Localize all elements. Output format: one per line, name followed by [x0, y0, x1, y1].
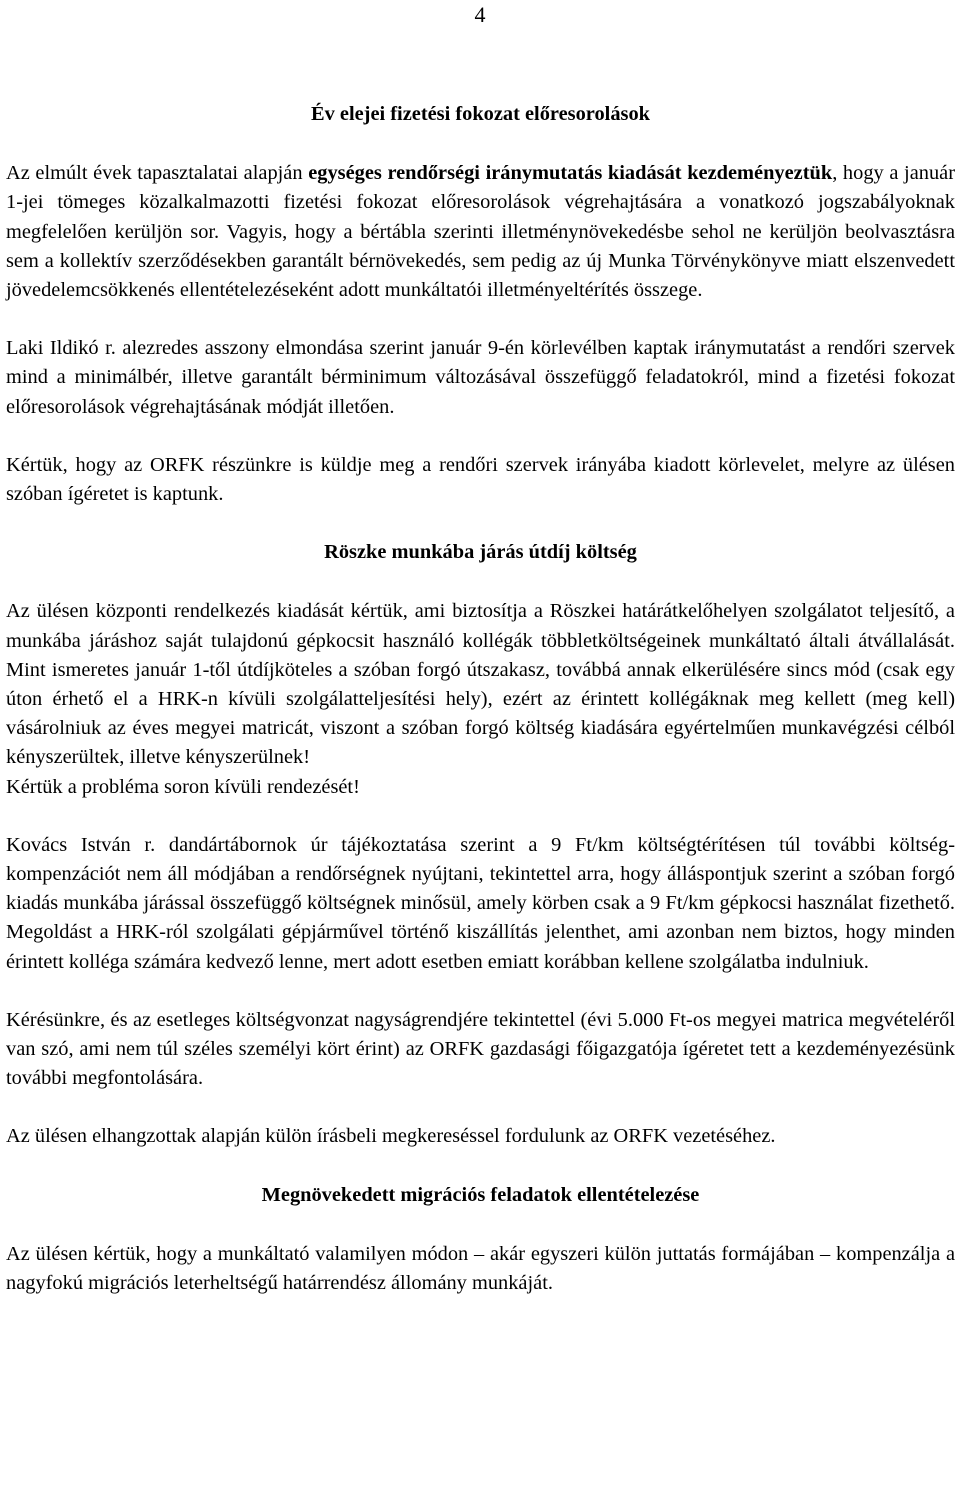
bold-emphasis: egységes rendőrségi iránymutatás kiadását kezdeményeztük: [308, 162, 833, 185]
paragraph-korlevel-keres: Kértük, hogy az ORFK részünkre is küldje meg a rendőri szervek irányába kiadott körlevelet, melyre az ülésen szóban ígéretet is kaptunk.: [6, 453, 955, 506]
section-heading-fizetesi-fokozat: Év elejei fizetési fokozat előresorolások: [311, 103, 650, 125]
page-number: 4: [474, 2, 486, 27]
paragraph-migracio-kompenzacio: Az ülésen kértük, hogy a munkáltató valamilyen módon – akár egyszeri külön juttatás formájában – kompenzálja a nagyfokú migrációs leterheltségű határrendész állomány munkáját.: [6, 1242, 955, 1295]
paragraph-laki-ildiko: Laki Ildikó r. alezredes asszony elmondása szerint január 9-én körlevélben kaptak iránymutatást a rendőri szervek mind a minimálbér, illetve garantált bérminimum változásával összefüggő feladatokról, mind a fizetési fokozat előresorolások végrehajtásának módját illetően.: [6, 337, 955, 418]
paragraph-orfk-megkereses: Az ülésen elhangzottak alapján külön írásbeli megkereséssel fordulunk az ORFK vezetéséhez.: [6, 1125, 776, 1148]
section-heading-roszke: Röszke munkába járás útdíj költség: [324, 541, 637, 564]
paragraph-kovacs-istvan: Kovács István r. dandártábornok úr tájékoztatása szerint a 9 Ft/km költségtérítésen túl további költség-kompenzációt nem áll módjában a rendőrségnek nyújtani, tekintettel arra, hogy álláspontjuk szerint a szóban forgó kiadás munkába járással összefüggő költségnek minősül, amely körben csak a 9 Ft/km gépkocsi használat fizethető. Megoldást a HRK-ról szolgálati gépjárművel történő kiszállítás jelenthet, ami azonban nem biztos, hogy minden érintett kolléga számára kedvező lenne, mert adott esetben emiatt korábban kellene szolgálatba indulniuk.: [6, 833, 955, 973]
paragraph-text: Az elmúlt évek tapasztalatai alapján: [6, 162, 309, 185]
paragraph-matrica: Kérésünkre, és az esetleges költségvonzat nagyságrendjére tekintettel (évi 5.000 Ft-os megyei matrica megvételéről van szó, ami nem túl széles személyi kört érint) az ORFK gazdasági főigazgatója ígéretet tett a kezdeményezésünk további megfontolására.: [6, 1008, 955, 1090]
paragraph-iranymutatas: [6, 159, 955, 305]
paragraph-rendezes-keres: Kértük a probléma soron kívüli rendezését!: [6, 775, 360, 798]
paragraph-text: , hogy a január 1-jei tömeges közalkalmazotti fizetési fokozat előresorolások végrehajtására a vonatkozó jogszabályoknak megfelelően kerüljön sor. Vagyis, hogy a bértábla szerinti illetménynövekedésbe sehol ne kerüljön beolvasztásra sem a kollektív szerződésekben garantált bérnövekedés, sem pedig az új Munka Törvénykönyve miatt elszenvedett jövedelemcsökkenés ellentételezéseként adott munkáltatói illetményeltérítés összege.: [6, 162, 955, 302]
paragraph-roszke-keres: Az ülésen központi rendelkezés kiadását kértük, ami biztosítja a Röszkei határátkelőhelyen szolgálatot teljesítő, a munkába járáshoz saját tulajdonú gépkocsit használó kollégák többletköltségeinek munkáltató általi átvállalását. Mint ismeretes január 1-től útdíjköteles a szóban forgó útszakasz, továbbá annak elkerülésére sincs mód (csak egy úton érhető el a HRK-n kívüli szolgálatteljesítési hely), ezért az érintett kollégáknak meg kellett (meg kell) vásárolniuk az éves megyei matricát, viszont a szóban forgó költség kiadására egyértelműen munkavégzési célból kényszerültek, illetve kényszerülnek!: [6, 600, 955, 769]
section-heading-migracio: Megnövekedett migrációs feladatok ellentételezése: [261, 1183, 700, 1206]
document-body: [6, 100, 955, 1298]
